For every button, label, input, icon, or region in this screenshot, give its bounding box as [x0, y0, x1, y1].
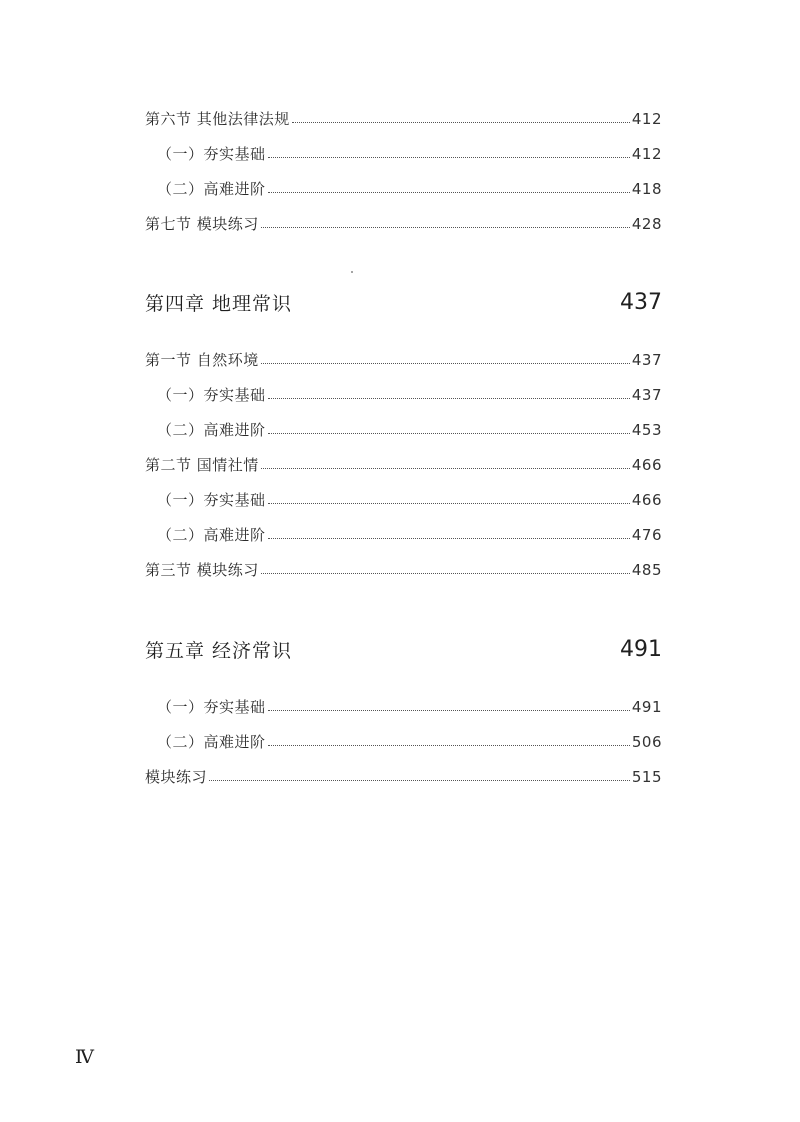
leader-dots [268, 433, 630, 434]
toc-entry-page: 412 [631, 109, 662, 128]
toc-entry-page: 466 [631, 490, 662, 509]
toc-entry-label: （一）夯实基础 [145, 143, 266, 164]
leader-dots [268, 157, 630, 158]
chapter-heading-5[interactable] [145, 634, 662, 664]
toc-entry-page: 412 [631, 144, 662, 163]
toc-entry-label: （二）高难进阶 [145, 178, 266, 199]
toc-entry-page: 437 [631, 385, 662, 404]
chapter-page: 491 [620, 636, 662, 662]
toc-entry-label: （一）夯实基础 [145, 384, 266, 405]
toc-entry-page: 506 [631, 732, 662, 751]
toc-entry-label: 第一节 自然环境 [145, 351, 259, 369]
leader-dots [268, 192, 630, 193]
toc-entry[interactable] [145, 342, 662, 377]
toc-entry-label: （一）夯实基础 [145, 489, 266, 510]
chapter-page: 437 [620, 289, 662, 315]
toc-entry-label: 模块练习 [145, 768, 208, 786]
toc-entry-page: 428 [631, 214, 662, 233]
toc-entry-page: 491 [631, 697, 662, 716]
chapter-heading-4[interactable] [145, 287, 662, 317]
toc-entry-label: 第三节 模块练习 [145, 561, 259, 579]
toc-entry-page: 418 [631, 179, 662, 198]
toc-entry-page: 466 [631, 455, 662, 474]
toc-entry-label: 第二节 国情社情 [145, 456, 259, 474]
toc-entry[interactable] [145, 136, 662, 171]
toc-entry[interactable] [145, 206, 662, 241]
toc-entry-label: （一）夯实基础 [145, 696, 266, 717]
toc-entry-page: 485 [631, 560, 662, 579]
leader-dots [268, 710, 630, 711]
toc-entry-page: 476 [631, 525, 662, 544]
leader-dots [292, 122, 630, 123]
toc-entry[interactable] [145, 517, 662, 552]
toc-section-chapter5 [145, 689, 662, 794]
toc-entry[interactable] [145, 377, 662, 412]
toc-entry-label: （二）高难进阶 [145, 419, 266, 440]
toc-entry-label: 第六节 其他法律法规 [145, 110, 290, 128]
page-number: Ⅳ [75, 1046, 93, 1068]
toc-entry[interactable] [145, 552, 662, 587]
toc-entry[interactable] [145, 759, 662, 794]
toc-entry-label: （二）高难进阶 [145, 524, 266, 545]
toc-entry[interactable] [145, 171, 662, 206]
scan-speck [351, 271, 353, 273]
toc-entry[interactable] [145, 689, 662, 724]
toc-entry[interactable] [145, 447, 662, 482]
toc-entry-label: 第七节 模块练习 [145, 215, 259, 233]
toc-entry[interactable] [145, 724, 662, 759]
leader-dots [268, 503, 630, 504]
toc-section-chapter4 [145, 342, 662, 587]
toc-entry-page: 453 [631, 420, 662, 439]
toc-entry-label: （二）高难进阶 [145, 731, 266, 752]
toc-entry-page: 437 [631, 350, 662, 369]
leader-dots [268, 745, 630, 746]
leader-dots [261, 227, 630, 228]
toc-entry[interactable] [145, 482, 662, 517]
leader-dots [268, 538, 630, 539]
toc-entry[interactable] [145, 101, 662, 136]
leader-dots [261, 468, 630, 469]
leader-dots [261, 573, 630, 574]
toc-entry-page: 515 [631, 767, 662, 786]
leader-dots [209, 780, 630, 781]
toc-section-top [145, 101, 662, 241]
chapter-title: 第五章 经济常识 [145, 639, 293, 662]
chapter-title: 第四章 地理常识 [145, 292, 293, 315]
leader-dots [261, 363, 630, 364]
toc-entry[interactable] [145, 412, 662, 447]
leader-dots [268, 398, 630, 399]
